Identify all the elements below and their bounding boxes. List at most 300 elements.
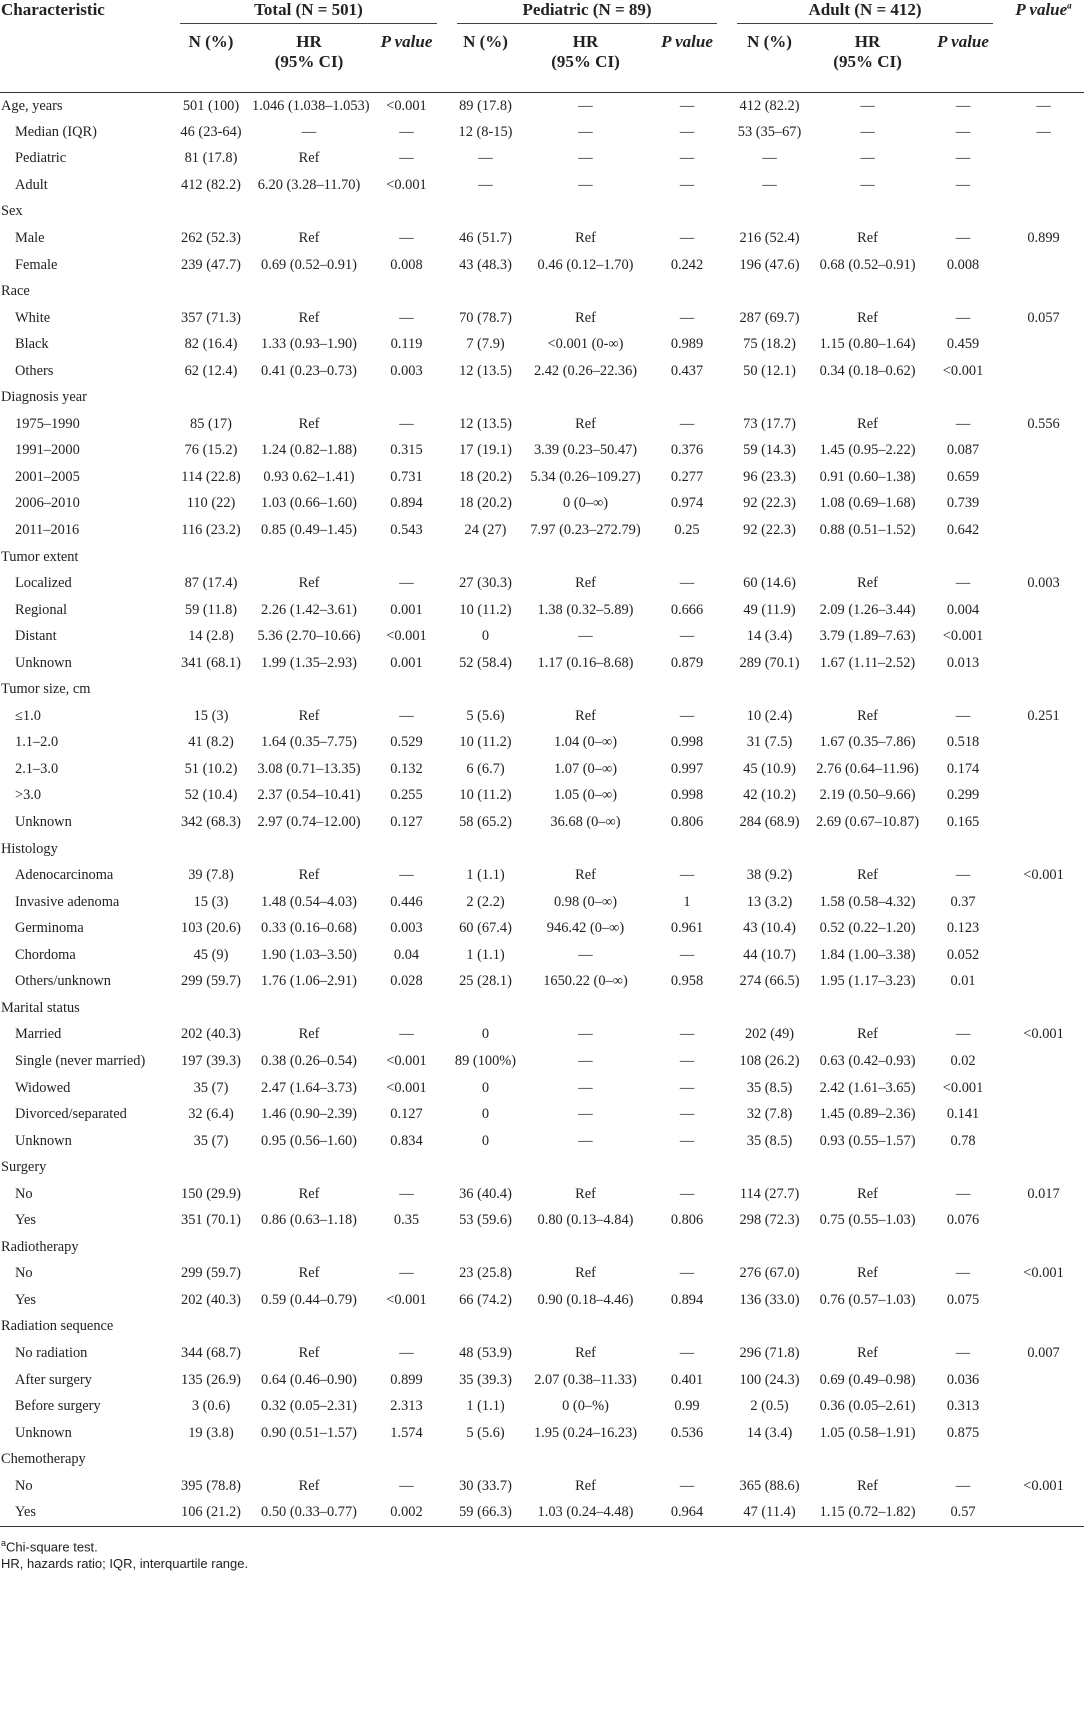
cell-total-p: 0.001 [390, 601, 423, 618]
cell-total-n: 262 (52.3) [181, 230, 241, 246]
cell-adult-hr: 0.68 (0.52–0.91) [819, 256, 916, 273]
cell-adult-hr: 1.84 (1.00–3.38) [819, 946, 916, 963]
cell-adult-n: 42 (10.2) [743, 787, 796, 804]
cell-overall-p [1003, 597, 1084, 624]
cell-adult-n [727, 1234, 812, 1261]
cell-pediatric-p: 0.437 [670, 362, 704, 379]
cell-overall-p: <0.001 [1023, 1026, 1064, 1043]
cell-adult-n: 412 (82.2) [739, 97, 800, 114]
cell-pediatric-n [447, 995, 524, 1022]
cell-pediatric-hr [524, 1446, 647, 1473]
cell-label: Widowed [15, 1079, 71, 1096]
table-row [0, 1101, 1084, 1128]
header-n-pct-total: N (%) [188, 32, 234, 51]
cell-total-hr: 2.47 (1.64–3.73) [261, 1079, 357, 1096]
cell-adult-n [727, 1314, 812, 1341]
cell-total-p: 0.119 [390, 336, 423, 353]
cell-total-p: 0.446 [390, 893, 423, 910]
cell-adult-n: 284 (68.9) [739, 814, 800, 831]
cell-adult-hr: 1.08 (0.69–1.68) [819, 495, 916, 512]
cell-overall-p [1003, 1446, 1084, 1473]
cell-pediatric-n: 1 (1.1) [466, 946, 505, 963]
cell-total-p [366, 199, 447, 226]
cell-adult-hr: 0.88 (0.51–1.52) [819, 522, 916, 539]
cell-pediatric-p: 0.242 [670, 256, 704, 273]
cell-total-p: 0.894 [390, 495, 423, 512]
header-hr-label: HR [854, 32, 881, 51]
cell-overall-p [1003, 836, 1084, 863]
cell-pediatric-p [647, 278, 727, 305]
cell-overall-p [1003, 252, 1084, 279]
cell-pediatric-n: 2 (2.2) [466, 893, 505, 910]
cell-label: Distant [15, 628, 57, 645]
header-characteristic: Characteristic [1, 0, 105, 19]
cell-total-n: 76 (15.2) [184, 442, 238, 459]
cell-pediatric-hr: — [578, 150, 593, 167]
cell-pediatric-p [647, 836, 727, 863]
header-spacer [0, 24, 170, 93]
cell-adult-hr: 0.63 (0.42–0.93) [819, 1052, 916, 1069]
table-row [0, 411, 1084, 438]
cell-total-hr: 2.37 (0.54–10.41) [257, 787, 361, 804]
cell-pediatric-p: — [679, 309, 695, 326]
cell-pediatric-hr: 7.97 (0.23–272.79) [530, 522, 641, 539]
cell-adult-p: — [955, 1026, 971, 1043]
cell-overall-p [1003, 1314, 1084, 1341]
cell-adult-p [923, 1314, 1003, 1341]
cell-total-p: — [399, 150, 414, 167]
table-row [0, 358, 1084, 385]
cell-pediatric-p: 0.998 [670, 787, 704, 804]
cell-pediatric-hr [524, 1234, 647, 1261]
cell-overall-p [1003, 915, 1084, 942]
cell-total-hr: 0.95 (0.56–1.60) [261, 1132, 357, 1149]
cell-overall-p [1003, 783, 1084, 810]
cell-pediatric-n [447, 199, 524, 226]
cell-total-hr: 1.046 (1.038–1.053) [252, 97, 370, 114]
cell-total-hr: Ref [298, 1344, 320, 1361]
section-row [0, 1446, 1084, 1473]
table-row [0, 809, 1084, 836]
cell-total-hr: Ref [298, 415, 320, 432]
cell-adult-hr [812, 1314, 923, 1341]
cell-pediatric-p: — [679, 867, 695, 884]
cell-adult-p [923, 995, 1003, 1022]
cell-adult-p [923, 1234, 1003, 1261]
cell-pediatric-n [447, 836, 524, 863]
cell-overall-p [1003, 1128, 1084, 1155]
cell-total-hr: 0.90 (0.51–1.57) [261, 1424, 357, 1441]
cell-pediatric-n: 35 (39.3) [459, 1371, 512, 1388]
cell-pediatric-p: — [679, 628, 695, 645]
cell-pediatric-p [647, 1234, 727, 1261]
header-p-value-overall [1003, 0, 1084, 24]
cell-total-p: 0.529 [390, 734, 423, 751]
cell-label: Age, years [1, 97, 63, 114]
cell-total-n: 412 (82.2) [181, 176, 241, 193]
cell-adult-n: 31 (7.5) [746, 734, 793, 751]
cell-pediatric-p [647, 995, 727, 1022]
cell-adult-n: 50 (12.1) [743, 362, 796, 379]
cell-adult-hr: 2.42 (1.61–3.65) [819, 1079, 916, 1096]
cell-pediatric-n: 52 (58.4) [459, 654, 512, 671]
cell-pediatric-p [647, 1154, 727, 1181]
cell-total-hr: 0.64 (0.46–0.90) [261, 1371, 357, 1388]
cell-total-p: — [399, 1185, 414, 1202]
cell-pediatric-hr: — [578, 1052, 593, 1069]
cell-pediatric-hr: 3.39 (0.23–50.47) [533, 442, 638, 459]
table-row [0, 1261, 1084, 1288]
cell-adult-hr [812, 1154, 923, 1181]
cell-pediatric-n: 59 (66.3) [459, 1504, 512, 1520]
cell-adult-n [727, 199, 812, 226]
cell-total-p: 0.003 [390, 362, 423, 379]
cell-adult-hr: 0.36 (0.05–2.61) [819, 1398, 916, 1415]
cell-pediatric-p: 0.974 [670, 495, 704, 512]
table-row [0, 1287, 1084, 1314]
cell-pediatric-p: 0.964 [670, 1504, 704, 1520]
cell-label: Married [15, 1026, 62, 1043]
cell-overall-p [1003, 650, 1084, 677]
cell-pediatric-p: — [679, 1026, 695, 1043]
cell-adult-n: 14 (3.4) [746, 1424, 793, 1441]
cell-pediatric-n [447, 1234, 524, 1261]
cell-total-n: 110 (22) [186, 495, 236, 512]
cell-overall-p [1003, 677, 1084, 704]
cell-total-n: 3 (0.6) [191, 1398, 231, 1415]
cell-adult-n [727, 544, 812, 571]
table-row [0, 331, 1084, 358]
cell-adult-p: 0.013 [946, 654, 980, 671]
cell-adult-p: — [955, 867, 971, 884]
cell-pediatric-hr: Ref [575, 1265, 596, 1282]
cell-adult-hr: Ref [857, 1344, 878, 1361]
table-row [0, 969, 1084, 996]
cell-label: Germinoma [15, 920, 84, 937]
cell-pediatric-n: 6 (6.7) [466, 760, 505, 777]
cell-total-hr: Ref [298, 1477, 320, 1494]
cell-adult-hr: 1.15 (0.72–1.82) [819, 1504, 916, 1520]
cell-adult-p [923, 199, 1003, 226]
cell-total-n: 116 (23.2) [181, 522, 241, 539]
cell-pediatric-p: — [679, 1052, 695, 1069]
table-row [0, 1420, 1084, 1447]
cell-pediatric-n: 0 [481, 628, 490, 645]
cell-total-hr [252, 836, 366, 863]
cell-pediatric-n: 24 (27) [464, 522, 507, 539]
cell-total-n: 114 (22.8) [181, 468, 241, 485]
cell-total-hr [252, 1234, 366, 1261]
cell-adult-n: 287 (69.7) [739, 309, 800, 326]
cell-adult-hr [812, 199, 923, 226]
footnote-a-text: Chi-square test. [6, 1538, 98, 1554]
cell-pediatric-hr: — [578, 1132, 593, 1149]
cell-total-n: 51 (10.2) [184, 760, 238, 777]
cell-pediatric-hr [524, 1154, 647, 1181]
cell-total-n: 41 (8.2) [188, 734, 234, 751]
section-row [0, 1314, 1084, 1341]
cell-overall-p [1003, 358, 1084, 385]
cell-pediatric-n [447, 385, 524, 412]
cell-overall-p [1003, 1420, 1084, 1447]
cell-pediatric-p: — [679, 415, 695, 432]
cell-overall-p [1003, 623, 1084, 650]
cell-overall-p [1003, 1393, 1084, 1420]
cell-pediatric-p: 0.666 [670, 601, 704, 618]
cell-label: 1991–2000 [15, 442, 80, 459]
cell-total-p: — [399, 123, 414, 140]
cell-pediatric-p: — [679, 176, 695, 193]
cell-total-hr [252, 544, 366, 571]
header-ci-label: (95% CI) [551, 52, 620, 71]
cell-adult-n: — [762, 176, 777, 193]
cell-adult-n: 96 (23.3) [743, 468, 796, 485]
cell-adult-p: 0.37 [950, 893, 976, 910]
cell-pediatric-p: 1 [683, 893, 691, 910]
cell-total-p: <0.001 [386, 1079, 427, 1096]
cell-overall-p: <0.001 [1023, 867, 1064, 884]
cell-pediatric-p: 0.25 [674, 522, 700, 539]
cell-adult-p: 0.02 [950, 1052, 976, 1069]
cell-adult-p: 0.174 [946, 760, 980, 777]
footnote-abbreviations: HR, hazards ratio; IQR, interquartile range. [1, 1555, 249, 1571]
cell-total-p: 0.127 [390, 1106, 423, 1123]
cell-label: Unknown [15, 1424, 72, 1441]
cell-label: Tumor size, cm [1, 681, 91, 698]
cell-adult-hr: 1.05 (0.58–1.91) [819, 1424, 916, 1441]
cell-total-p: <0.001 [386, 97, 427, 114]
cell-adult-p [923, 385, 1003, 412]
cell-pediatric-p: 0.376 [670, 442, 704, 459]
cell-total-hr: 0.32 (0.05–2.31) [261, 1398, 357, 1415]
header-ci-label: (95% CI) [833, 52, 902, 71]
table-row [0, 1499, 1084, 1526]
cell-adult-n: 53 (35–67) [737, 123, 802, 140]
cell-total-hr [252, 995, 366, 1022]
cell-adult-n: 14 (3.4) [746, 628, 793, 645]
cell-adult-hr: — [860, 150, 875, 167]
cell-adult-hr [812, 1234, 923, 1261]
cell-pediatric-n: — [478, 176, 493, 193]
cell-overall-p [1003, 385, 1084, 412]
cell-adult-p: 0.01 [950, 973, 976, 990]
cell-adult-n: 136 (33.0) [739, 1291, 800, 1308]
cell-adult-n: 13 (3.2) [746, 893, 793, 910]
cell-label: 1.1–2.0 [15, 734, 59, 751]
cell-pediatric-p: — [679, 707, 695, 724]
cell-pediatric-hr: Ref [575, 230, 596, 246]
cell-label: Pediatric [15, 150, 67, 167]
cell-total-p: — [399, 1026, 414, 1043]
cell-total-p: — [399, 230, 414, 246]
cell-total-n [170, 836, 252, 863]
cell-total-p: <0.001 [386, 628, 427, 645]
cell-total-hr: Ref [298, 230, 320, 246]
cell-adult-hr: — [860, 97, 875, 114]
cell-adult-hr [812, 1446, 923, 1473]
cell-label: Invasive adenoma [15, 893, 120, 910]
cell-adult-p: — [955, 1185, 971, 1202]
cell-overall-p: 0.251 [1027, 707, 1060, 724]
cell-pediatric-hr [524, 836, 647, 863]
cell-total-n: 106 (21.2) [181, 1504, 241, 1520]
cell-adult-hr: Ref [857, 1026, 878, 1043]
cell-label: Radiotherapy [1, 1238, 79, 1255]
cell-label: Surgery [1, 1159, 47, 1176]
cell-pediatric-n: 27 (30.3) [459, 575, 512, 592]
table-row [0, 1207, 1084, 1234]
cell-total-n: 52 (10.4) [184, 787, 238, 804]
cell-adult-p: 0.739 [946, 495, 980, 512]
cell-label: Median (IQR) [15, 123, 97, 140]
header-group-pediatric [447, 0, 727, 24]
cell-total-hr: 2.97 (0.74–12.00) [257, 814, 361, 831]
cell-adult-n: 289 (70.1) [739, 654, 800, 671]
cell-adult-p: — [955, 1265, 971, 1282]
cell-adult-hr: 1.67 (0.35–7.86) [819, 734, 916, 751]
table-body [0, 93, 1084, 1527]
cell-adult-hr: Ref [857, 1265, 878, 1282]
cell-pediatric-p [647, 677, 727, 704]
cell-adult-p: 0.165 [946, 814, 980, 831]
cell-pediatric-n: 17 (19.1) [459, 442, 512, 459]
cell-total-p: 1.574 [390, 1424, 423, 1441]
cell-adult-n: — [762, 150, 777, 167]
cell-adult-n: 10 (2.4) [746, 707, 793, 724]
cell-adult-n: 43 (10.4) [743, 920, 796, 937]
cell-total-n: 81 (17.8) [184, 150, 238, 167]
header-group-total-label: Total (N = 501) [254, 0, 363, 19]
cell-pediatric-hr: 1.95 (0.24–16.23) [533, 1424, 638, 1441]
cell-overall-p [1003, 1154, 1084, 1181]
cell-adult-p: 0.087 [946, 442, 980, 459]
cell-total-p [366, 385, 447, 412]
section-row [0, 544, 1084, 571]
cell-overall-p: <0.001 [1023, 1477, 1064, 1494]
cell-adult-hr: 2.69 (0.67–10.87) [815, 814, 920, 831]
cell-adult-p: — [955, 123, 971, 140]
cell-label: White [15, 309, 51, 326]
table-row [0, 730, 1084, 757]
cell-adult-n: 365 (88.6) [739, 1477, 800, 1494]
cell-pediatric-hr: 2.42 (0.26–22.36) [533, 362, 638, 379]
cell-adult-hr: 2.19 (0.50–9.66) [819, 787, 916, 804]
cell-label: Unknown [15, 814, 72, 831]
cell-total-p: 0.028 [390, 973, 423, 990]
cell-overall-p: — [1036, 123, 1051, 140]
cell-total-hr: 0.33 (0.16–0.68) [261, 920, 357, 937]
table-row [0, 225, 1084, 252]
cell-pediatric-n [447, 1446, 524, 1473]
cell-total-n: 35 (7) [193, 1079, 229, 1096]
cell-adult-hr: 1.67 (1.11–2.52) [819, 654, 916, 671]
cell-total-hr [252, 1154, 366, 1181]
cell-pediatric-p: 0.958 [670, 973, 704, 990]
cell-adult-p: — [955, 176, 971, 193]
cell-total-p [366, 1234, 447, 1261]
cell-total-n: 103 (20.6) [181, 920, 241, 937]
cell-total-hr: Ref [298, 575, 320, 592]
cell-total-hr: Ref [298, 309, 320, 326]
cell-total-n: 202 (40.3) [181, 1026, 241, 1043]
cell-adult-p: 0.459 [946, 336, 980, 353]
cell-pediatric-p: — [679, 150, 695, 167]
cell-pediatric-p: 0.536 [670, 1424, 704, 1441]
cell-adult-hr: 2.09 (1.26–3.44) [819, 601, 916, 618]
cell-adult-p: 0.518 [946, 734, 980, 751]
cell-label: After surgery [15, 1371, 92, 1388]
cell-total-hr [252, 278, 366, 305]
cell-adult-p: 0.008 [946, 256, 980, 273]
header-group-total [170, 0, 447, 24]
cell-adult-hr: Ref [857, 867, 878, 884]
table-row [0, 597, 1084, 624]
cell-total-p [366, 1446, 447, 1473]
cell-adult-n: 60 (14.6) [743, 575, 796, 592]
cell-total-p [366, 1314, 447, 1341]
cell-total-p: — [399, 1344, 414, 1361]
header-group-adult [727, 0, 1003, 24]
cell-total-n: 341 (68.1) [181, 654, 241, 671]
cell-overall-p [1003, 1075, 1084, 1102]
cell-pediatric-n: 70 (78.7) [459, 309, 512, 326]
cell-pediatric-hr: 1.07 (0–∞) [553, 760, 617, 777]
cell-total-p: 0.315 [390, 442, 423, 459]
cell-adult-n [727, 385, 812, 412]
cell-total-n [170, 1154, 252, 1181]
cell-label: Histology [1, 840, 58, 857]
cell-total-n: 395 (78.8) [181, 1477, 241, 1494]
cell-adult-hr: 2.76 (0.64–11.96) [816, 760, 919, 777]
cell-total-n: 87 (17.4) [184, 575, 238, 592]
cell-label: Sex [1, 203, 23, 220]
cell-overall-p [1003, 730, 1084, 757]
cell-pediatric-hr: Ref [575, 575, 596, 592]
cell-pediatric-n: 18 (20.2) [459, 495, 512, 512]
cell-pediatric-hr: Ref [575, 867, 596, 884]
cell-total-p [366, 1154, 447, 1181]
cell-total-hr: 5.36 (2.70–10.66) [257, 628, 361, 645]
table-row [0, 783, 1084, 810]
cell-total-n: 19 (3.8) [188, 1424, 234, 1441]
cell-adult-n: 92 (22.3) [743, 522, 796, 539]
cell-total-n: 135 (26.9) [181, 1371, 241, 1388]
cell-overall-p [1003, 995, 1084, 1022]
cell-total-hr [252, 677, 366, 704]
section-row [0, 199, 1084, 226]
cell-pediatric-hr: 5.34 (0.26–109.27) [530, 468, 641, 485]
cell-total-n: 351 (70.1) [181, 1212, 241, 1229]
cell-pediatric-n: 18 (20.2) [459, 468, 512, 485]
cell-total-n [170, 1314, 252, 1341]
cell-overall-p [1003, 464, 1084, 491]
cell-pediatric-p: 0.277 [670, 468, 704, 485]
cell-pediatric-hr [524, 677, 647, 704]
cell-label: Diagnosis year [1, 389, 87, 406]
cell-adult-p: 0.642 [946, 522, 980, 539]
cell-pediatric-p [647, 544, 727, 571]
cell-adult-p: — [955, 707, 971, 724]
cell-label: No [15, 1477, 33, 1494]
table-row [0, 438, 1084, 465]
cell-label: Adult [15, 176, 48, 193]
cell-adult-n: 73 (17.7) [743, 415, 796, 432]
cell-adult-p: <0.001 [942, 628, 984, 645]
cell-overall-p [1003, 889, 1084, 916]
cell-adult-hr: Ref [857, 230, 878, 246]
cell-total-n: 35 (7) [193, 1132, 229, 1149]
cell-overall-p: 0.007 [1027, 1344, 1060, 1361]
